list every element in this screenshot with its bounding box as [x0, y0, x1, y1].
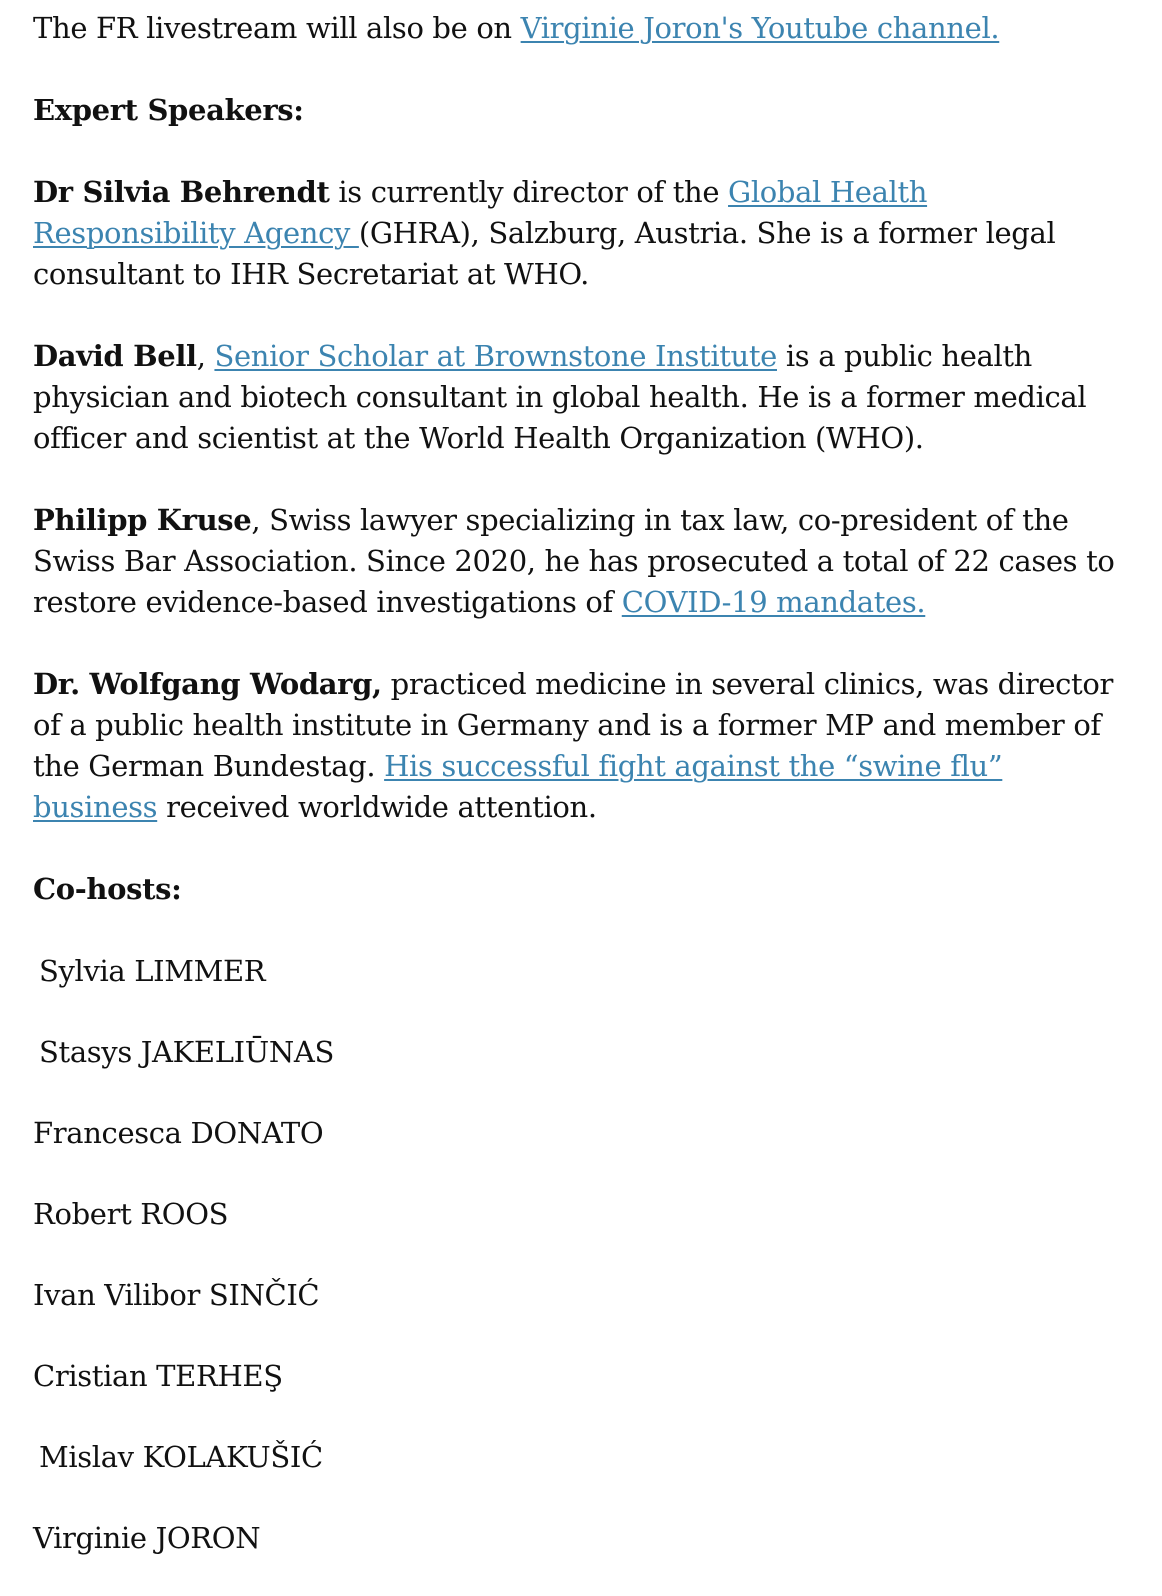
cohost-item: Virginie JORON	[33, 1521, 261, 1555]
brownstone-link[interactable]: Senior Scholar at Brownstone Institute	[214, 339, 777, 373]
swine-flu-link[interactable]: His successful fight against the “swine flu” business	[33, 749, 1003, 824]
cohosts-heading: Co-hosts:	[33, 872, 182, 906]
youtube-channel-link[interactable]: Virginie Joron's Youtube channel.	[520, 11, 1000, 45]
speaker-text: , Swiss lawyer specializing in tax law, co-president of the Swiss Bar Association. Since 2020, he has prosecuted a total of 22 cases to restore evidence-based investigations of	[33, 503, 1115, 619]
speaker-paragraph-bell	[33, 336, 1129, 459]
speaker-paragraph-wodarg	[33, 664, 1129, 828]
livestream-paragraph	[33, 8, 1129, 49]
speaker-text: received worldwide attention.	[157, 790, 597, 824]
cohost-item: Robert ROOS	[33, 1197, 229, 1231]
speaker-text: is a public health physician and biotech consultant in global health. He is a former medical officer and scientist at the World Health Organization (WHO).	[33, 339, 1087, 455]
speaker-name: Dr Silvia Behrendt	[33, 175, 330, 209]
speaker-name: Philipp Kruse	[33, 503, 252, 537]
cohost-item: Ivan Vilibor SINČIĆ	[33, 1278, 320, 1312]
intro-text: The FR livestream will also be on	[33, 11, 521, 45]
speaker-paragraph-behrendt	[33, 172, 1129, 295]
expert-speakers-heading: Expert Speakers:	[33, 93, 304, 127]
speaker-text: is currently director of the	[329, 175, 729, 209]
speaker-paragraph-kruse	[33, 500, 1129, 623]
cohost-item: Cristian TERHEŞ	[33, 1359, 283, 1393]
speaker-name: David Bell	[33, 339, 197, 373]
cohost-item: Mislav KOLAKUŠIĆ	[39, 1440, 323, 1474]
speaker-text: practiced medicine in several clinics, was director of a public health institute in Germany and is a former MP and member of the German Bundestag.	[33, 667, 1113, 783]
speaker-name: Dr. Wolfgang Wodarg,	[33, 667, 382, 701]
speaker-text: (GHRA), Salzburg, Austria. She is a former legal consultant to IHR Secretariat at WHO.	[33, 216, 1056, 291]
speaker-text: ,	[196, 339, 215, 373]
cohost-item: Stasys JAKELIŪNAS	[39, 1035, 334, 1069]
cohost-item: Francesca DONATO	[33, 1116, 324, 1150]
cohost-item: Sylvia LIMMER	[39, 954, 266, 988]
covid-mandates-link[interactable]: COVID-19 mandates.	[621, 585, 926, 619]
ghra-link[interactable]: Global Health Responsibility Agency	[33, 175, 928, 250]
